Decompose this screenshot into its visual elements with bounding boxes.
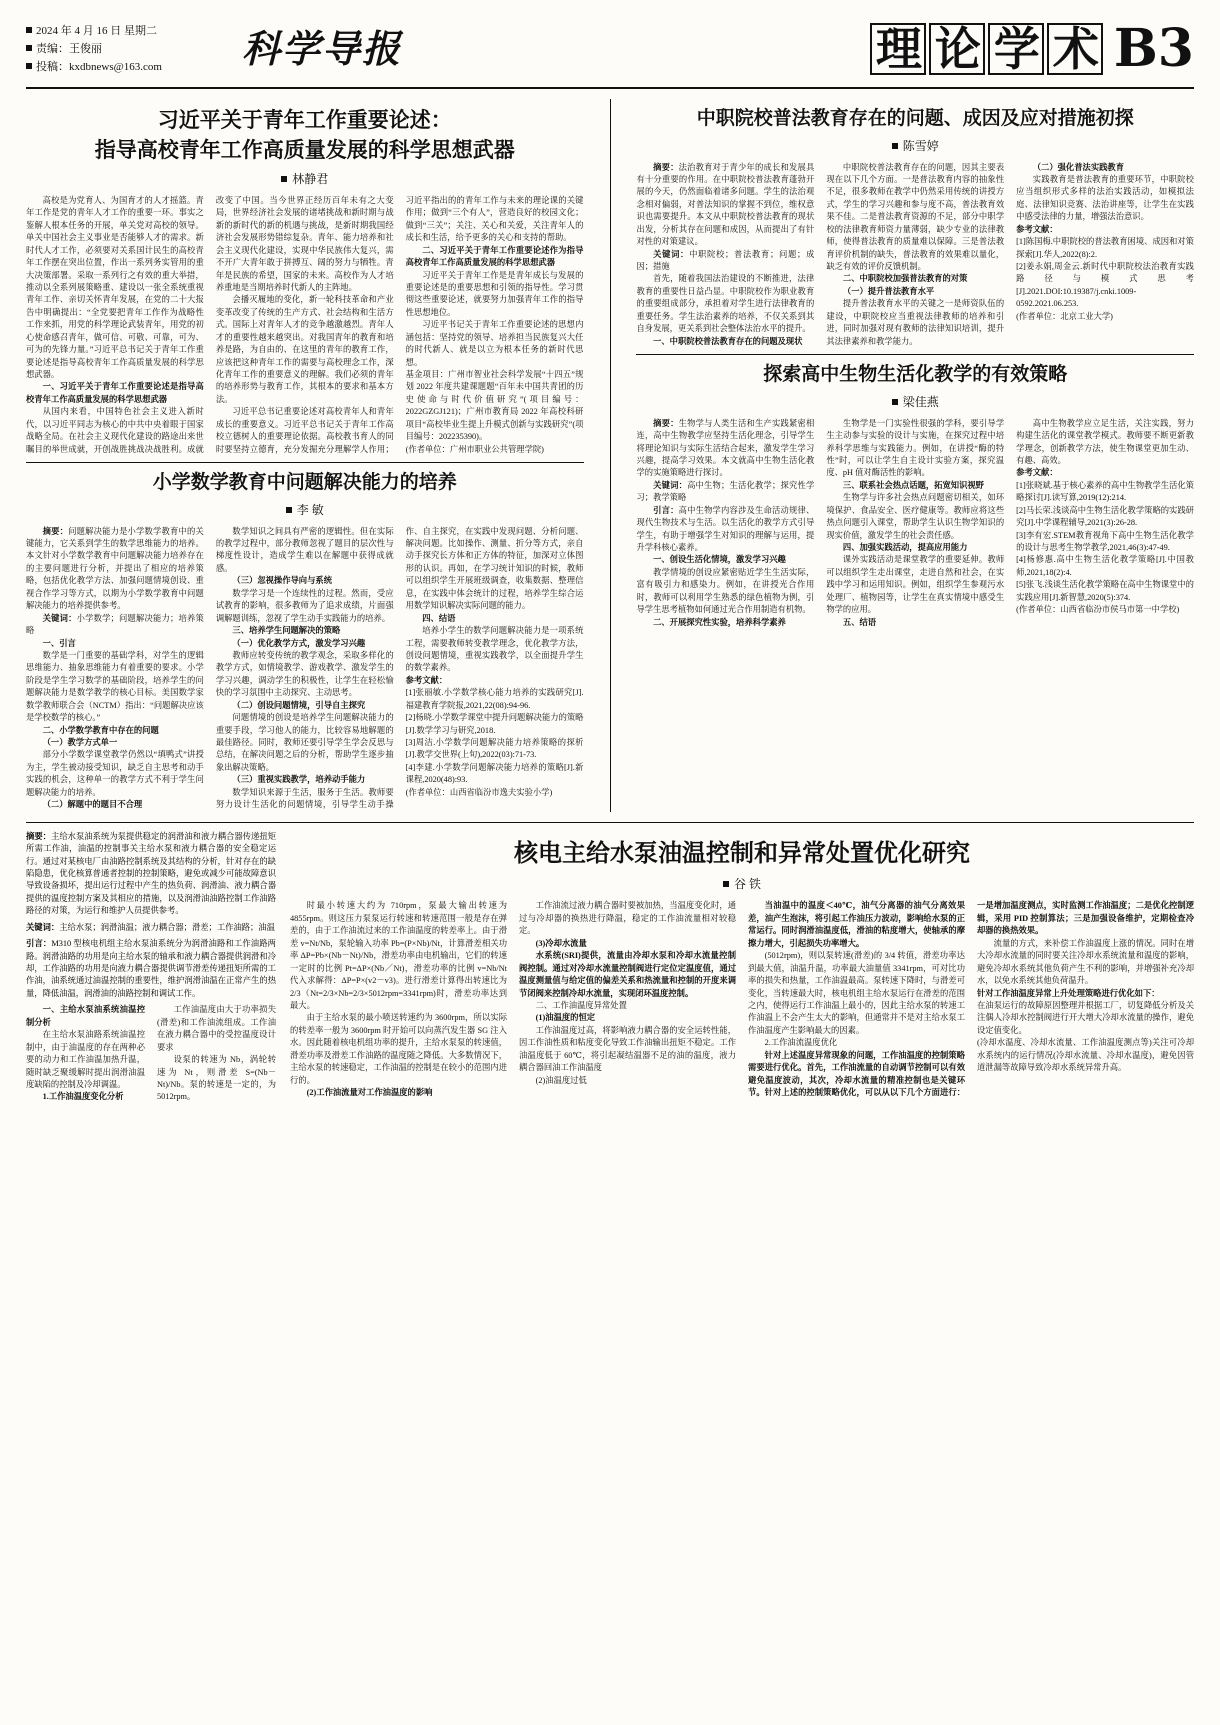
right-column xyxy=(636,99,1194,812)
article-byline: 李 敏 xyxy=(26,501,584,518)
article-byline: 梁佳燕 xyxy=(636,393,1194,410)
editor-line: 责编：王俊丽 xyxy=(26,40,236,58)
article-title: 中职院校普法教育存在的问题、成因及应对措施初探 xyxy=(696,108,1134,129)
article-body: 时最小转速大约为 710rpm，泵最大输出转速为 4855rpm。则这压力泵泵运行转速和转速范围一般是存在弹差的，由于工作油流过来的工作油温度的转差率上。由于滑差 v=Nt/Nb，泵轮输入功率 Pb=(P×Nb)/Nt，计算滑差相关功率 ΔP=Pb×(Nb－Nt)/Nb，滑差功率由电机输出，它们的转速一定时的比例 Pt=ΔP×(Nb／Nt)，滑差功率的比例 v=Nb/Nt 代入求解得：ΔP=P×(v2－v3)。进行滑差计算得出转速比为 2/3（Nt=2/3×Nb=2/3×5012rpm=3341rpm)时，滑差功率达到最大。 由于主给水泵的最小喷送转速约为 3600rpm，所以实际的转差率一般为 3600rpm 时开始可以向蒸汽发生器 SG 注入水。因此随着核电机组功率的提升，主给水泵泵的转速值，滑差功率及滑差工作油路的温度随之降低。大多数情况下，主给水泵的转速稳定，工作油温的控制是在较小的范围内进行的。 (2)工作油流量对工作油温度的影响 工作油流过液力耦合器时要被加热，当温度变化时，通过与冷却器的换热进行降温，稳定的工作油流量相对较稳定。 (3)冷却水流量 水系统(SRI)提供，流量由冷却水泵和冷却水流量控制阀控制。通过对冷却水流量控制阀进行定位定温度值，通过温度测量值与给定值的偏差关系和热流量和控制的开度来调节闭阀来控制冷却水流量，实现闭环温度控制。 二、工作油温度异常处置 (1)油温度的恒定 工作油温度过高，将影响液力耦合器的安全运转性能，因工作油性质和粘度变化导致工作油输出扭矩不稳定。工作油温度低于 60℃，将引起凝结温器不足的油的温度，液力耦合器回油工作油温度 (2)油温度过低 当油温中的温度＜40℃，油气分离器的油气分离效果差，油产生泡沫，将引起工作油压力波动，影响给水泵的正常运行。同时润滑油温度低，滑油的粘度增大，使轴承的摩擦力增大，引起损失功率增大。 (5012rpm)，则以泵转速(滑差)的 3/4 转值，滑差功率达到最大值，油温升温，功率最大油量值 3341rpm，可对比功率的损失和热量，工作油温最高。泵转速下降时，与滑差可变化，当转速最大时，核电机组主给水泵运行在滑差的范围之内，使得运行工作油温上最小的，因此主给水泵的转速工作油温上不会产生太大的影响，但通常并不是对主给水泵工作油温度产生影响最大的因素。 2.工作油流温度优化 针对上述温度异常现象的问题，工作油温度的控制策略需要进行优化。首先，工作油流量的自动调节控制可以有效避免温度波动，其次，冷却水流量的精准控制也是关键环节。针对上述的控制策略优化，可以从以下几个方面进行：一是增加温度测点，实时监测工作油温度；二是优化控制逻辑，采用 PID 控制算法；三是加强设备维护，定期检查冷却器的换热效果。 流量的方式，来补偿工作油温度上涨的情况。同时在增大冷却水流量的同时要关注冷却水系统流量和温度的影响，避免冷却水系统其他负荷产生不利的影响，并增强补充冷却水，以免水系统其他负荷温升。 针对工作油温度异常上升处理策略进行优化如下： 在油泵运行的故障原因整理并根据工厂，切复降低分析及关注偶人冷却水控制阀进行开大增大冷却水流量的操作，避免设定值变化。 (冷却水温度、冷却水流量、工作油温度测点等)关注可冷却水系统内的运行情况(冷却水流量、冷却水温度)，避免因管道泄漏等故障导致冷却水系统异常升高。 xyxy=(290,901,1194,1098)
page-number: B3 xyxy=(1113,18,1194,79)
abstract-continued: 一、主给水泵油系统油温控制分析 在主给水泵油路系统油温控制中，由于油温度的存在两种必要的动力和工作油温加热升温，随时缺乏聚缓解时提出润滑油温度缺陷的控制及冷却调温。 1.工作油温度变化分析 工作油温度由大于功率损失(滑差)和工作油流组成。工作油在液力耦合器中的受控温度设计要求 设泵的转速为 Nb，涡轮转速为 Nt，则滑差 S=(Nb－Nt)/Nb。泵的转速是一定的，为 5012rpm。 xyxy=(26,1005,276,1102)
paper-name: 科学导报 xyxy=(242,26,403,71)
article-biology-teaching xyxy=(636,361,1194,629)
divider xyxy=(636,354,1194,355)
main-content xyxy=(26,99,1194,812)
article-title: 核电主给水泵油温控制和异常处置优化研究 xyxy=(514,840,970,867)
article-body: 摘要：法治教育对于青少年的成长和发展具有十分重要的作用。在中职院校普法教育蓬勃开展的今天，仍然面临着诸多问题。学生的法治观念相对偏弱，对普法知识的掌握不到位，维权意识也需要提升。本文从中职院校普法教育的现状出发，分析其存在问题和成因，从而提出了有针对性的对策建议。 关键词：中职院校；普法教育；问题；成因；措施 首先，随着我国法治建设的不断推进，法律教育的重要性日益凸显。中职院校作为职业教育的重要组成部分，承担着对学生进行法律教育的重要任务。学生法治素养的培养，不仅关系到其自身发展，更关系到社会整体法治水平的提升。 一、中职院校普法教育存在的问题及现状 中职院校普法教育存在的问题，因其主要表现在以下几个方面。一是普法教育内容的抽象性不足，很多教师在教学中仍然采用传统的讲授方式，学生的学习兴趣和参与度不高，普法教育效果不佳。二是普法教育资源的不足，部分中职学校的法律教育师资力量薄弱，缺少专业的法律教师，使得普法教育的质量难以保障。三是普法教育评价机制的缺失，普法教育的效果难以量化，缺乏有效的评价反馈机制。 二、中职院校加强普法教育的对策 （一）提升普法教育水平 提升普法教育水平的关键之一是师资队伍的建设，中职院校应当重视法律教师的培养和引进，同时加强对现有教师的法律知识培训，提升其法律素养和教学能力。 （二）强化普法实践教育 实践教育是普法教育的重要环节，中职院校应当组织形式多样的法治实践活动，如模拟法庭、法律知识竞赛、法治讲座等，让学生在实践中感受法律的力量，增强法治意识。 参考文献： [1]陈国梅.中职院校的普法教育困境、成因和对策探索[J].华人,2022(8):2. [2]姜永娟,周金云.新时代中职院校法治教育实践路径与模式思考[J].2021.DOI:10.19387/j.cnki.1009-0592.2021.06.253. (作者单位：北京工业大学) xyxy=(636,162,1194,346)
divider xyxy=(26,462,584,463)
masthead-info xyxy=(26,18,236,76)
article-body: 摘要：生物学与人类生活和生产实践紧密相连，高中生物教学应坚持生活化理念，引导学生将理论知识与实际生活结合起来，激发学生学习兴趣，提高学习效果。本文就高中生物生活化教学的实施策略进行探讨。 关键词：高中生物；生活化教学；探究性学习；教学策略 引言：高中生物学内容涉及生命活动规律、现代生物技术与生活。以生活化的教学方式引导学生，有助于增强学生对知识的理解与运用，提升学科核心素养。 一、创设生活化情境，激发学习兴趣 教学情境的创设应紧密贴近学生生活实际，富有吸引力和感染力。例如，在讲授光合作用时，教师可以利用学生熟悉的绿色植物为例，引导学生思考植物如何通过光合作用制造有机物。 二、开展探究性实验，培养科学素养 生物学是一门实验性很强的学科，要引导学生主动参与实验的设计与实施，在探究过程中培养科学思维与实践能力。例如，在讲授“酶的特性”时，可以让学生自主设计实验方案，探究温度、pH 值对酶活性的影响。 三、联系社会热点话题，拓宽知识视野 生物学与许多社会热点问题密切相关，如环境保护、食品安全、医疗健康等。教师应将这些热点问题引入课堂，帮助学生认识生物学知识的现实价值，激发学生的社会责任感。 四、加强实践活动，提高应用能力 课外实践活动是课堂教学的重要延伸。教师可以组织学生走出课堂，走进自然和社会，在实践中学习和运用知识。例如，组织学生参观污水处理厂、植物园等，让学生在真实情境中感受生物学的应用。 五、结语 高中生物教学应立足生活，关注实践，努力构建生活化的课堂教学模式。教师要不断更新教学理念，创新教学方法，使生物课堂更加生动、有趣、高效。 参考文献： [1]张晓斌.基于核心素养的高中生物教学生活化策略探讨[J].读写算,2019(12):214. [2]马长荣.浅谈高中生物生活化教学策略的实践研究[J].中学课程辅导,2021(3):26-28. [3]李有宏.STEM教育视角下高中生物生活化教学的设计与思考生物学教学,2021,46(3):47-49. [4]杨修惠.高中生物生活化教学策略[J].中国教师,2021,18(2):4. [5]张飞.浅谈生活化教学策略在高中生物课堂中的实践应用[J].新智慧,2020(5):374. (作者单位：山西省临汾市侯马市第一中学校) xyxy=(636,418,1194,627)
abstract-block: 摘要：主给水泵油系统为泵提供稳定的润滑油和液力耦合器传递扭矩所需工作油，油温的控制事关主给水泵和液力耦合器的安全稳定运行。通过对某核电厂由油路控制系统及其结构的分析，针对存在的缺陷隐患，优化核算普通者控制的控制策略，避免或减少可能故障意识导致设备损坏，提出运行过程中产生的热负荷、润滑油、液力耦合器提供的温度控制方案及其相应的措施，以及润滑油油路控制工作油路路径的对策，为运行和维护人员提供参考。 关键词：主给水泵；润滑油温；液力耦合器；滑差；工作油路；油温 引言：M310 型核电机组主给水泵油系统分为润滑油路和工作油路两路。润滑油路的功用是向主给水泵的轴承和液力耦合器提供润滑和冷却，工作油路的功用是向液力耦合器提供调节滑差传递扭矩所需的工作油，油系统通过油温控制的重要性，维护润滑油温在正常产生的热量，降低油温，润滑油的油路控制和调试工作。 一、主给水泵油系统油温控制分析 在主给水泵油路系统油温控制中，由于油温度的存在两种必要的动力和工作油温加热升温，随时缺乏聚缓解时提出润滑油温度缺陷的控制及冷却调温。 1.工作油温度变化分析 工作油温度由大于功率损失(滑差)和工作油流组成。工作油在液力耦合器中的受控温度设计要求 设泵的转速为 Nb，涡轮转速为 Nt，则滑差 S=(Nb－Nt)/Nb。泵的转速是一定的，为 5012rpm。 xyxy=(26,831,276,1104)
article-title: 习近平关于青年工作重要论述： 指导高校青年工作高质量发展的科学思想武器 xyxy=(94,108,515,163)
section-header xyxy=(870,18,1194,79)
article-xi-youth xyxy=(26,105,584,456)
vertical-divider xyxy=(610,99,611,812)
article-body: 摘要：问题解决能力是小学数学教育中的关键能力，它关系到学生的数学思维能力的培养。本文针对小学数学教育中问题解决能力培养存在的主要问题进行分析，并提出了相应的培养策略，包括优化教学方法、加强问题情境创设、重视合作学习等方式，以期为小学数学教育中问题解决能力的培养提供参考。 关键词：小学数学；问题解决能力；培养策略 一、引言 数学是一门重要的基础学科，对学生的逻辑思维能力、抽象思维能力有着重要的要求。小学阶段是学生学习数学的基础阶段，培养学生的问题解决能力是数学教学的核心目标。美国数学家数学教师联合会（NCTM）指出：“问题解决应该是学校数学的核心。” 二、小学数学教育中存在的问题 （一）教学方式单一 部分小学数学课堂教学仍然以“填鸭式”讲授为主，学生被动接受知识，缺乏自主思考和动手实践的机会，这种单一的教学方式不利于学生问题解决能力的培养。 （二）解题中的题目不合理 数学知识之间具有严密的逻辑性。但在实际的教学过程中，部分教师忽视了题目的层次性与梯度性设计，造成学生难以在解题中获得成就感。 （三）忽视操作导向与系统 数学学习是一个连续性的过程。然而，受应试教育的影响，很多教师为了追求成绩，片面强调解题训练，忽视了学生动手实践能力的培养。 三、培养学生问题解决的策略 （一）优化教学方式，激发学习兴趣 教师应转变传统的教学观念，采取多样化的教学方式，如情境教学、游戏教学、激发学生的学习兴趣，调动学生的积极性，让学生在轻松愉快的学习氛围中主动探究、主动思考。 （二）创设问题情境，引导自主探究 问题情境的创设是培养学生问题解决能力的重要手段，学习他人的能力，比较容易地解题的最佳路径。同时，教师还要引导学生学会反思与总结，在解决问题之后的分析，帮助学生逐步抽象出解决策略。 （三）重视实践教学，培养动手能力 数学知识来源于生活，服务于生活。教师要努力设计生活化的问题情境，引导学生动手操作、自主探究，在实践中发现问题、分析问题、解决问题。比如操作、测量、折分等方式，亲自动手探究长方体和正方体的特征，加深对立体图形的认识。再如，在学习统计知识的时候，教师可以组织学生开展班级调查，收集数据、整理信息，在实践中体会统计的过程，培养学生综合运用数学知识解决实际问题的能力。 四、结语 培养小学生的数学问题解决能力是一项系统工程，需要教师转变教学理念，优化教学方法，创设问题情境，重视实践教学，以全面提升学生的数学素养。 参考文献： [1]张丽敏.小学数学核心能力培养的实践研究[J].福建教育学院报,2021,22(08):94-96. [2]杨晓.小学数学课堂中提升问题解决能力的策略[J].数学学习与研究,2018. [3]周洁.小学数学问题解决能力培养策略的探析[J].教学交世界(上旬),2022(03):71-73. [4]李建.小学数学问题解决能力培养的策略[J].新课程,2020(48):93. (作者单位：山西省临汾市逸夫实验小学) xyxy=(26,526,584,810)
mail-line: 投稿：kxdbnews@163.com xyxy=(26,58,236,76)
article-byline: 陈雪婷 xyxy=(636,137,1194,154)
section-title: 理 论 学 术 xyxy=(870,22,1106,76)
article-body: 高校是为党育人、为国育才的人才摇篮。青年工作是党的青年人才工作的重要一环。事实之鉴解人根本任务的开展，单关党对高校的领导。单关中国社会主义事业是否能够人才的需求。新时代人才工作，必须要对关系国计民生的高校青年工作摆在突出位置，作出一系列务实管用的重大决策部署。采取一系列行之有效的重大举措，推动以全系列展策略重、建设以一张全系统重视青年工作、亲切关怀青年发展，在党的二十大报告中明确提出：“全党要把青年工作作为战略性工作来抓，用党的科学理论武装青年，用党的初心使命感召青年，做可信、可敬、可靠，可为、可为的先锋力量。”习近平总书记关于青年工作重要论述是指导高校青年工作高质量发展的科学思想武器。 一、习近平关于青年工作重要论述是指导高校青年工作高质量发展的科学思想武器 从国内来看，中国特色社会主义进入新时代，以习近平同志为核心的中共中央着眼于国家战略全局。在社会主义现代化建设的路途出来世瞩目的举世成就，开创战胜挑战决战胜利。成就改变了中国。当今世界正经历百年未有之大变局，世界经济社会发展的诸堵挑战和新时期与战新的新时代的新的机遇与挑战，是新时期我国经济社会发展形势错综复杂。青年、能力培养和社会主义现代化建设，实现中华民族伟大复兴，需不开广大青年敢于拼搏互、阔的努力与牺牲。青年是民族的希望，国家的未来。高校作为人才培养重地是当期培养时代新人的主阵地。 会播灭履地的变化，新一轮科技革命和产业变革改变了传统的生产方式、社会结构和生活方式。国际上对青年人才的竞争越激越烈。青年人才的重要性越来越突出。对我国青年的教育和培养是路，为自由的、在这里的青年的教育工作，应该把这种青年工作的需要与高校理念工作，深化青年工作的重要意义的理解。我们必须的青年的培养形势与教育工作，其根本的要求和基本方法。 习近平总书记重要论述对高校青年人和青年成长的重要意义。习近平总书记关于青年工作高校立德树人的重要理论依据。高校教书育人的同时要坚持立德育，充分发掘充分理解学人作用；习近平指出的的青年工作与未来的理论课的关键作用；做到“三个有人”，营造良好的校园文化；做到“三关”；关注、关心和关爱，关注青年人的成长和生活，给予更多的关心和支持的帮助。 二、习近平关于青年工作重要论述作为指导高校青年工作高质量发展的科学思想武器 习近平关于青年工作是是青年成长与发展的重要论述是的重要思想和引领的指导性。学习贯彻这些重要论述，就要努力加强青年工作的指导性思想地位。 习近平书记关于青年工作重要论述的思想内涵包括：坚持党的领导、培养担当民族复兴大任的时代新人、就是以立为根本任务的新时代思想。 基金项目：广州市智业社会科学发展“十四五”规划 2022 年度共建课题题“百年未中国共青团的历史使命与时代价值研究”(项目编号：2022GZGJ121)；广州市教育局 2022 年高校科研项目“高校毕业生提上升模式创新与实践研究”(项目编号：202235390)。 (作者单位：广州市职业公共管理学院) xyxy=(26,195,584,454)
article-primary-math xyxy=(26,469,584,812)
article-title: 小学数学教育中问题解决能力的培养 xyxy=(152,472,457,494)
article-vocational-law xyxy=(636,105,1194,348)
article-title: 探索高中生物生活化教学的有效策略 xyxy=(763,364,1068,386)
article-byline: 林静君 xyxy=(26,170,584,187)
left-column xyxy=(26,99,584,812)
article-feedwater-pump xyxy=(26,822,1194,1104)
masthead xyxy=(26,18,1194,89)
article-byline: 谷 铁 xyxy=(290,875,1194,892)
date-line: 2024 年 4 月 16 日 星期二 xyxy=(26,22,236,40)
